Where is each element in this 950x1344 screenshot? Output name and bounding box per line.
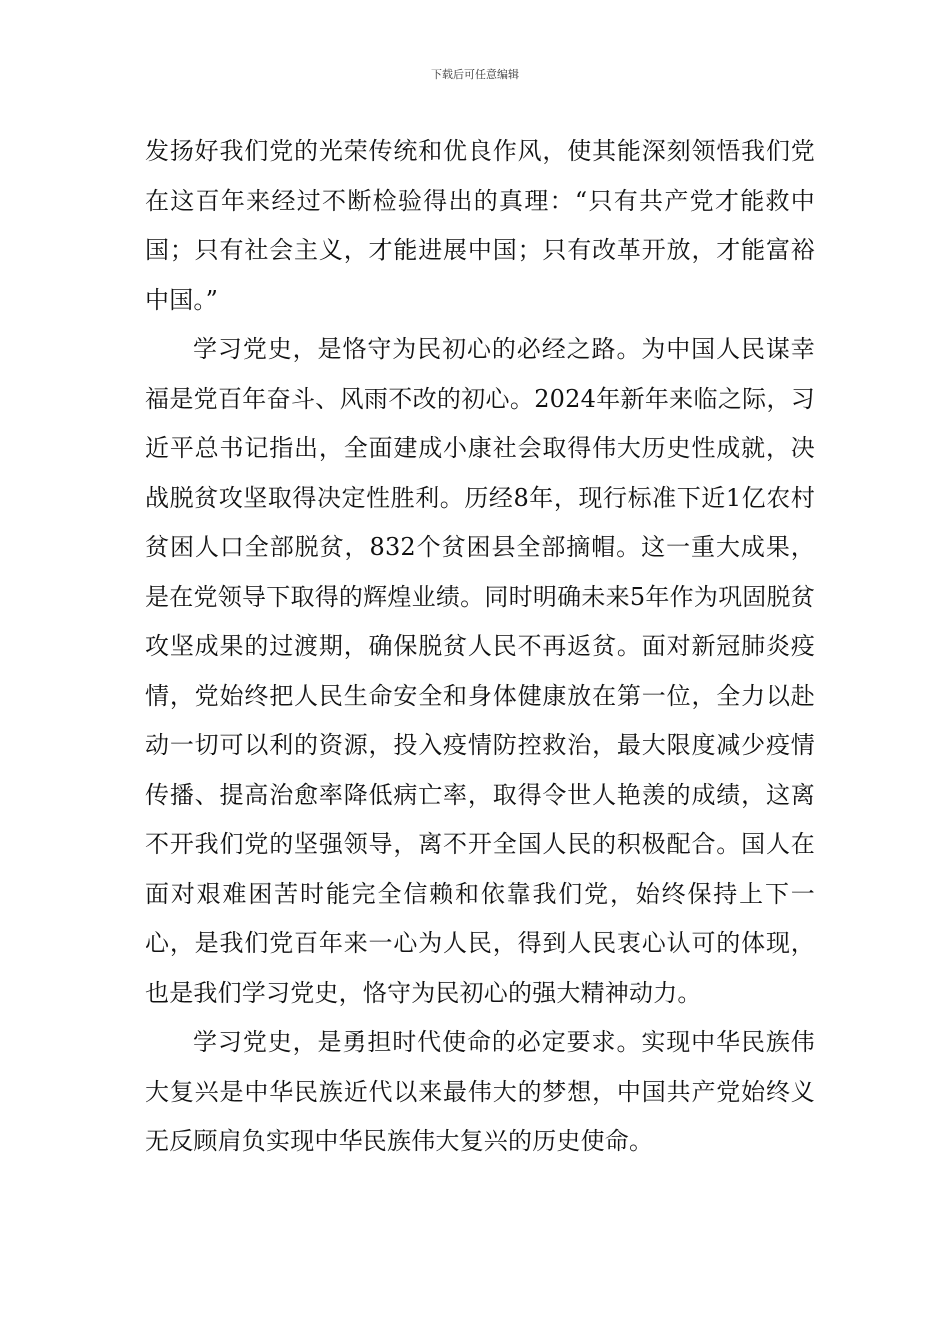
- paragraph-era-mission: 学习党史，是勇担时代使命的必定要求。实现中华民族伟大复兴是中华民族近代以来最伟大的梦想，中国共产党始终义无反顾肩负实现中华民族伟大复兴的历史使命。: [145, 1028, 815, 1155]
- paragraph-initial-mission: 学习党史，是恪守为民初心的必经之路。为中国人民谋幸福是党百年奋斗、风雨不改的初心。2024年新年来临之际，习近平总书记指出，全面建成小康社会取得伟大历史性成就，决战脱贫攻坚取得决定性胜利。历经8年，现行标准下近1亿农村贫困人口全部脱贫，832个贫困县全部摘帽。这一重大成果，是在党领导下取得的辉煌业绩。同时明确未来5年作为巩固脱贫攻坚成果的过渡期，确保脱贫人民不再返贫。面对新冠肺炎疫情，党始终把人民生命安全和身体健康放在第一位，全力以赴动一切可以利的资源，投入疫情防控救治，最大限度减少疫情传播、提高治愈率降低病亡率，取得令世人艳羡的成绩，这离不开我们党的坚强领导，离不开全国人民的积极配合。国人在面对艰难困苦时能完全信赖和依靠我们党，始终保持上下一心，是我们党百年来一心为人民，得到人民衷心认可的体现，也是我们学习党史，恪守为民初心的强大精神动力。: [145, 335, 815, 1007]
- document-body: [145, 127, 815, 1167]
- paragraph-continuation: 发扬好我们党的光荣传统和优良作风，使其能深刻领悟我们党在这百年来经过不断检验得出的真理：“只有共产党才能救中国；只有社会主义，才能进展中国；只有改革开放，才能富裕中国。”: [145, 137, 815, 314]
- header-note: 下载后可任意编辑: [431, 68, 519, 81]
